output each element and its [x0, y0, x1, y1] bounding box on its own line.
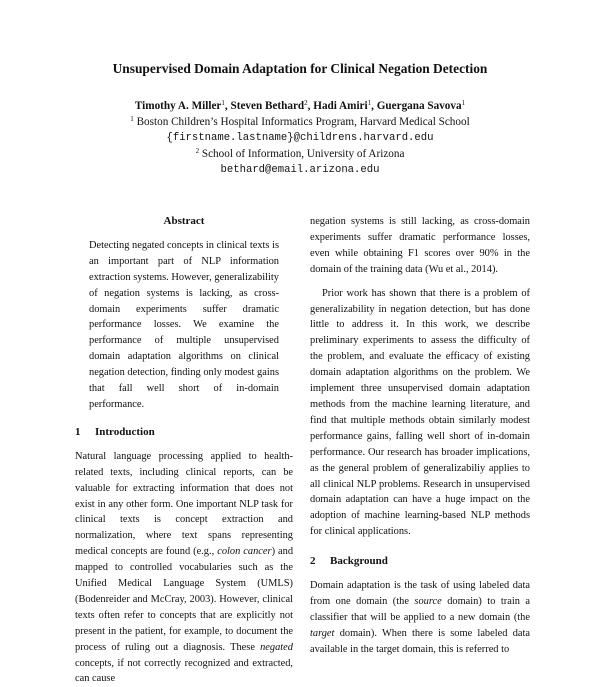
author-separator: , [224, 100, 231, 112]
section-title: Background [330, 555, 388, 568]
intro-text-part: concepts, if not correctly recognized and extracted, can cause [75, 657, 293, 685]
section-heading-introduction [75, 425, 293, 441]
affiliation-2-text: School of Information, University of Arizona [199, 148, 405, 160]
author-name: Guergana Savova [376, 100, 462, 112]
author-affiliation-mark: 2 [304, 99, 308, 107]
paper-title: Unsupervised Domain Adaptation for Clinical Negation Detection [112, 61, 488, 76]
section-number: 2 [310, 555, 316, 568]
author-name: Timothy A. Miller [134, 100, 222, 112]
right-column [310, 214, 530, 658]
author-name: Hadi Amiri [313, 100, 368, 112]
email-1: {firstname.lastname}@childrens.harvard.edu [166, 132, 434, 144]
intro-emphasis: colon cancer [217, 546, 272, 558]
section-title: Introduction [95, 425, 155, 438]
section-heading-background [310, 554, 530, 570]
author-name: Steven Bethard [230, 100, 305, 112]
left-column [75, 214, 293, 687]
affiliation-1-mark: 1 [130, 115, 134, 123]
right-paragraph-1: negation systems is still lacking, as cross-domain experiments suffer dramatic performance losses, even while obtaining F1 scores over 90% in the domain of the training data (Wu et al., 2014). [310, 216, 530, 275]
abstract-text: Detecting negated concepts in clinical texts is an important part of NLP information extraction systems. However, generalizability of negation systems is lacking, as cross-domain experiments suffer dramatic performance losses. We examine the performance of multiple unsupervised domain adaptation algorithms on clinical negation detection, finding only modest gains that fall well short of in-domain performance. [89, 239, 279, 410]
author-affiliation-mark: 1 [221, 99, 225, 107]
affiliation-2-mark: 2 [195, 147, 200, 155]
author-affiliation-mark: 1 [367, 99, 372, 107]
section-number: 1 [75, 425, 81, 438]
background-emphasis: source [414, 595, 442, 607]
affiliation-1 [0, 114, 600, 130]
author-names [0, 98, 600, 114]
introduction-paragraph [75, 449, 293, 687]
background-emphasis: target [310, 627, 335, 639]
author-affiliation-mark: 1 [461, 99, 466, 107]
author-separator: , [307, 100, 314, 112]
intro-text-part: Natural language processing applied to health-related texts, including clinical reports, can be valuable for extracting information that does not exist in any other form. One important NLP task for clinical texts is concept extraction and normalization, where text spans representing medical concepts are found (e.g., [75, 450, 293, 558]
background-paragraph [310, 578, 530, 658]
author-block [0, 98, 600, 178]
abstract-heading: Abstract [163, 215, 205, 227]
author-separator: , [371, 100, 377, 112]
right-paragraph-2: Prior work has shown that there is a problem of generalizability in negation detection, but has done little to address it. In this work, we describe preliminary experiments to assess the difficulty of the problem, and evaluate the efficacy of existing domain adaptation algorithms on the problem. We implement three unsupervised domain adaptation methods from the machine learning literature, and find that multiple methods obtain similarly modest performance gains, falling well short of in-domain performance. Our research has broader implications, as the general problem of generalizabiliy applies to all clinical NLP problems. Research in unsupervised domain adaptation can have a huge impact on the adoption of machine learning-based NLP methods for clinical applications. [310, 287, 530, 538]
email-2: bethard@email.arizona.edu [220, 164, 380, 176]
affiliation-2 [0, 146, 600, 162]
background-text-part: Domain adaptation is the task of using labeled data from one domain (the [310, 580, 530, 607]
background-text-part: domain). When there is some labeled data available in the target domain, this is referred to [310, 627, 530, 655]
intro-emphasis: negated [260, 641, 293, 653]
background-text-part: domain) to train a classifier that will be applied to a new domain (the [310, 595, 530, 623]
intro-text-part: ) and mapped to controlled vocabularies such as the Unified Medical Language System (UMLS) (Bodenreider and McCray, 2003). However, clinical texts often refer to concepts that are explicitly not present in the patient, for example, to document the process of ruling out a diagnosis. These [75, 546, 294, 653]
affiliation-1-text: Boston Children’s Hospital Informatics Program, Harvard Medical School [133, 116, 470, 128]
